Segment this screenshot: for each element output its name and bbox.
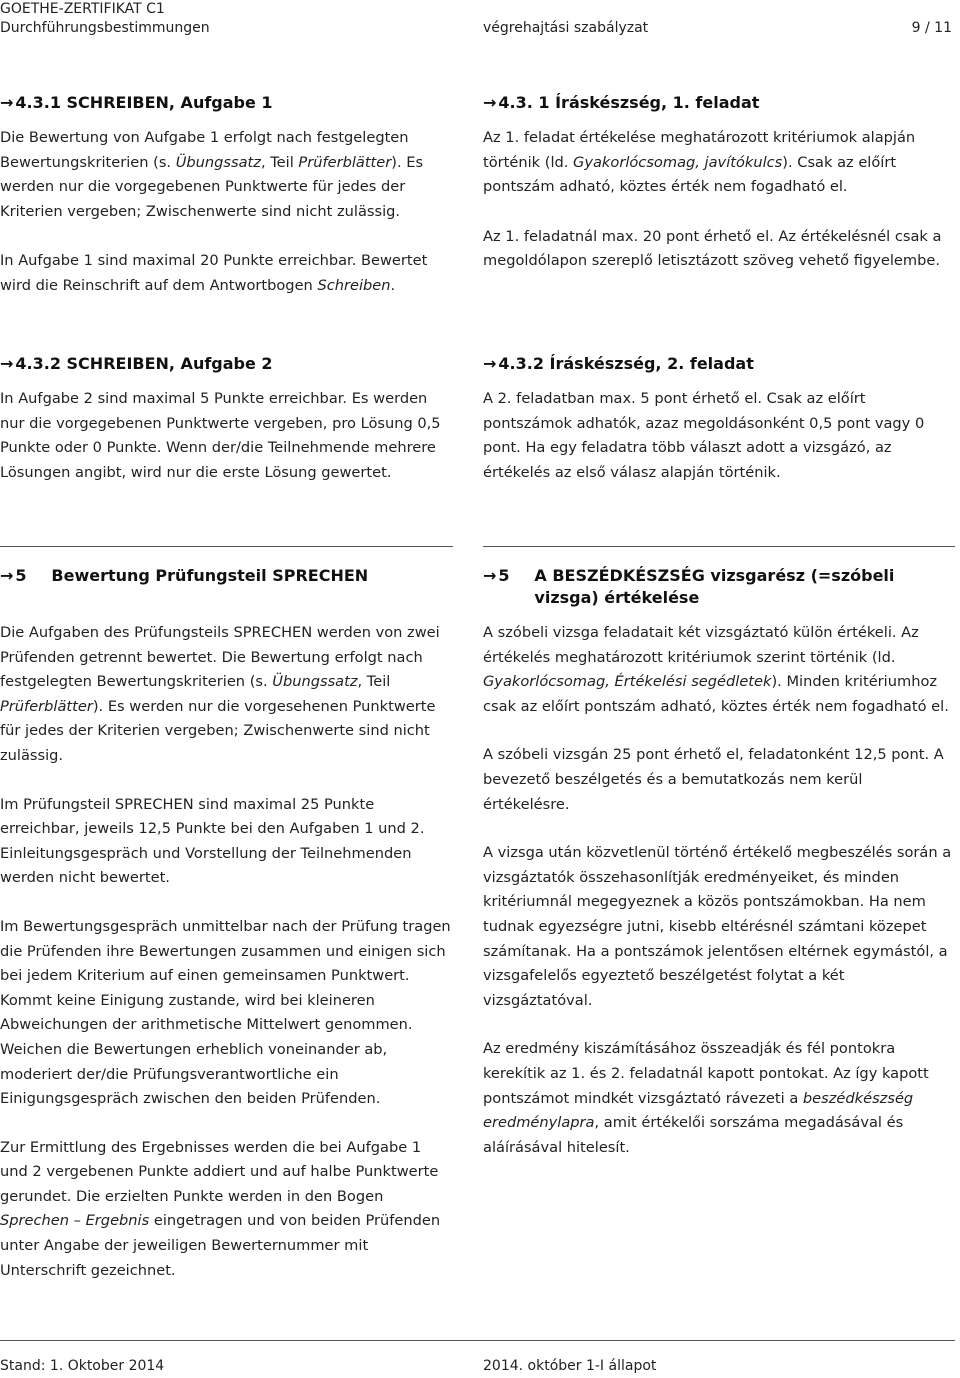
footer-date-de: Stand: 1. Oktober 2014 xyxy=(0,1358,165,1374)
section-5-de xyxy=(0,565,452,1283)
paragraph: Im Prüfungsteil SPRECHEN sind maximal 25 Punkte erreichbar, jeweils 12,5 Punkte bei den Aufgaben 1 und 2. Einleitungsgespräch und Vorstellung der Teilnehmenden werden nicht bewertet. xyxy=(0,795,425,887)
arrow-icon: → xyxy=(483,93,497,112)
paragraph: Die Aufgaben des Prüfungsteils SPRECHEN werden von zwei Prüfenden getrennt bewertet. Die Bewertung erfolgt nach festgelegten Bewertungskriterien (s. Übungssatz, Teil Prüferblätter). Es werden nur die vorgesehenen Punktwerte für jedes der Kriterien vergeben; Zwischenwerte sind nicht zulässig. xyxy=(0,624,440,764)
paragraph: Az eredmény kiszámításához összeadják és fél pontokra kerekítik az 1. és 2. feladatnál kapott pontokat. Az így kapott pontszámot mindkét vizsgáztató rávezeti a beszédkészség eredménylapra, amit értékelői sorszáma megadásával és aláírásával hitelesít. xyxy=(483,1040,929,1156)
section-title: → 4.3.2 Íráskészség, 2. feladat xyxy=(483,354,754,373)
section-title: → 4.3.1 SCHREIBEN, Aufgabe 1 xyxy=(0,93,273,112)
paragraph: Az 1. feladatnál max. 20 pont érhető el. Az értékelésnél csak a megoldólapon szereplő letisztázott szöveg vehető figyelembe. xyxy=(483,227,942,270)
paragraph: Die Bewertung von Aufgabe 1 erfolgt nach festgelegten Bewertungskriterien (s. Übungssatz, Teil Prüferblätter). Es werden nur die vorgegebenen Punktwerte für jedes der Kriterien vergeben; Zwischenwerte sind nicht zulässig. xyxy=(0,129,424,220)
paragraph: A vizsga után közvetlenül történő értékelő megbeszélés során a vizsgáztatók összehasonlítják eredményeiket, és minden kritériumnál megegyeznek a közös pontszámokban. Ha nem tudnak egyezségre jutni, kisebb eltérésnél számtani közepet számítanak. Ha a pontszámok jelentősen eltérnek egymástól, a vizsgafelelős egyeztető beszélgetést folytat a két vizsgáztatóval. xyxy=(483,844,952,1009)
section-431-de xyxy=(0,92,452,299)
section-divider-right xyxy=(483,546,955,547)
section-divider-left xyxy=(0,546,453,547)
paragraph: Az 1. feladat értékelése meghatározott kritériumok alapján történik (ld. Gyakorlócsomag, javítókulcs). Csak az előírt pontszám adható, köztes érték nem fogadható el. xyxy=(483,129,916,196)
header-doc-title: GOETHE-ZERTIFIKAT C1 xyxy=(0,1,165,17)
page-number: 9 / 11 xyxy=(911,20,952,36)
arrow-icon: → xyxy=(483,566,497,585)
arrow-icon: → xyxy=(0,354,14,373)
header-doc-subtitle: Durchführungsbestimmungen xyxy=(0,20,210,36)
arrow-icon: → xyxy=(0,93,14,112)
section-5-hu xyxy=(483,565,953,1160)
header-hu-subtitle: végrehajtási szabályzat xyxy=(483,20,649,36)
paragraph: Im Bewertungsgespräch unmittelbar nach der Prüfung tragen die Prüfenden ihre Bewertungen zusammen und einigen sich bei jedem Kriterium auf einen gemeinsamen Punktwert. Kommt keine Einigung zustande, wird bei kleineren Abweichungen der arithmetische Mittelwert genommen. Weichen die Bewertungen erheblich voneinander ab, moderiert der/die Prüfungsverantwortliche ein Einigungsgespräch zwischen den beiden Prüfenden. xyxy=(0,917,451,1108)
paragraph: In Aufgabe 1 sind maximal 20 Punkte erreichbar. Bewertet wird die Reinschrift auf dem Antwortbogen Schreiben. xyxy=(0,252,428,294)
section-title: → 5 A BESZÉDKÉSZSÉG vizsgarész (=szóbeli vizsga) értékelése xyxy=(483,566,895,607)
footer-rule xyxy=(0,1340,955,1341)
arrow-icon: → xyxy=(0,566,14,585)
paragraph: In Aufgabe 2 sind maximal 5 Punkte erreichbar. Es werden nur die vorgegebenen Punktwerte vergeben, pro Lösung 0,5 Punkte oder 0 Punkte. Wenn der/die Teilnehmende mehrere Lösungen angibt, wird nur die erste Lösung gewertet. xyxy=(0,390,441,481)
section-432-hu xyxy=(483,353,953,485)
section-431-hu xyxy=(483,92,953,274)
section-title: → 4.3.2 SCHREIBEN, Aufgabe 2 xyxy=(0,354,273,373)
paragraph: A szóbeli vizsgán 25 pont érhető el, feladatonként 12,5 pont. A bevezető beszélgetés és a bemutatkozás nem kerül értékelésre. xyxy=(483,746,944,813)
section-432-de xyxy=(0,353,452,485)
paragraph: A 2. feladatban max. 5 pont érhető el. Csak az előírt pontszámok adhatók, azaz megoldásonként 0,5 pont vagy 0 pont. Ha egy feladatra több választ adott a vizsgázó, az értékelés az első válasz alapján történik. xyxy=(483,390,925,481)
section-title: → 4.3. 1 Íráskészség, 1. feladat xyxy=(483,93,760,112)
paragraph: Zur Ermittlung des Ergebnisses werden die bei Aufgabe 1 und 2 vergebenen Punkte addiert und auf halbe Punktwerte gerundet. Die erzielten Punkte werden in den Bogen Sprechen – Ergebnis eingetragen und von beiden Prüfenden unter Angabe der jeweiligen Bewerternummer mit Unterschrift gezeichnet. xyxy=(0,1138,441,1279)
arrow-icon: → xyxy=(483,354,497,373)
paragraph: A szóbeli vizsga feladatait két vizsgáztató külön értékeli. Az értékelés meghatározott kritériumok szerint történik (ld. Gyakorlócsomag, Értékelési segédletek). Minden kritériumhoz csak az előírt pontszám adható, köztes érték nem fogadható el. xyxy=(483,624,949,715)
section-title: → 5 Bewertung Prüfungsteil SPRECHEN xyxy=(0,566,369,585)
footer-date-hu: 2014. október 1-I állapot xyxy=(483,1358,657,1374)
